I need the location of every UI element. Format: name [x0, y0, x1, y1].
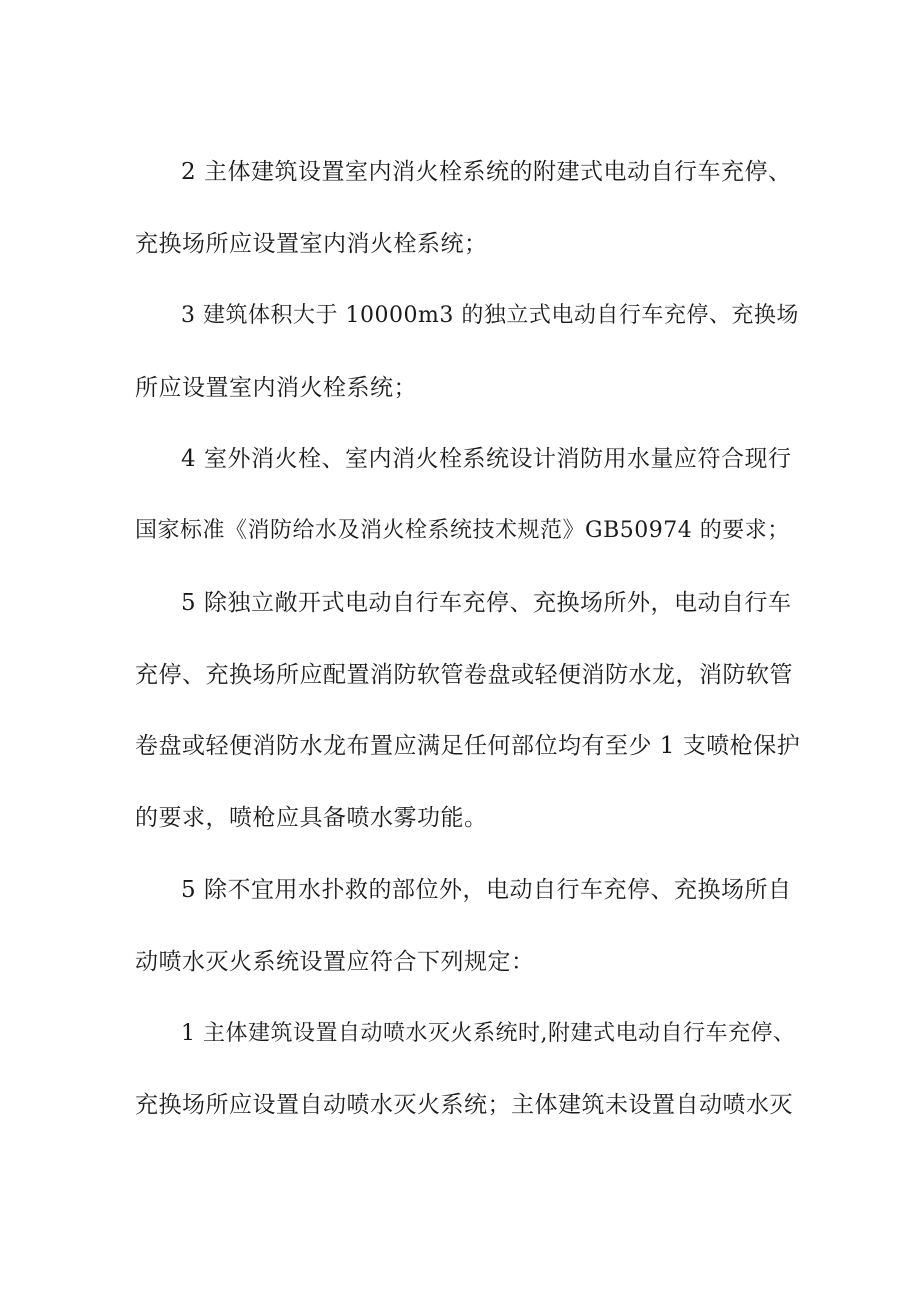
- text-line: 的要求，喷枪应具备喷水雾功能。: [135, 805, 488, 831]
- text-line: 4 室外消火栓、室内消火栓系统设计消防用水量应符合现行: [181, 446, 792, 472]
- text-line: 所应设置室内消火栓系统；: [135, 375, 417, 401]
- text-line: 充换场所应设置室内消火栓系统；: [135, 231, 488, 257]
- text-line: 5 除独立敞开式电动自行车充停、充换场所外，电动自行车: [181, 590, 792, 616]
- text-line: 充停、充换场所应配置消防软管卷盘或轻便消防水龙，消防软管: [135, 662, 793, 688]
- text-line: 国家标准《消防给水及消火栓系统技术规范》GB50974 的要求；: [135, 518, 790, 543]
- text-line: 3 建筑体积大于 10000m3 的独立式电动自行车充停、充换场: [181, 303, 799, 328]
- text-line: 动喷水灭火系统设置应符合下列规定：: [135, 949, 535, 975]
- text-line: 充换场所应设置自动喷水灭火系统；主体建筑未设置自动喷水灭: [135, 1092, 793, 1118]
- text-line: 2 主体建筑设置室内消火栓系统的附建式电动自行车充停、: [181, 159, 792, 185]
- text-line: 卷盘或轻便消防水龙布置应满足任何部位均有至少 1 支喷枪保护: [135, 733, 801, 759]
- text-line: 5 除不宜用水扑救的部位外，电动自行车充停、充换场所自: [181, 877, 792, 903]
- text-line: 1 主体建筑设置自动喷水灭火系统时,附建式电动自行车充停、: [181, 1021, 796, 1046]
